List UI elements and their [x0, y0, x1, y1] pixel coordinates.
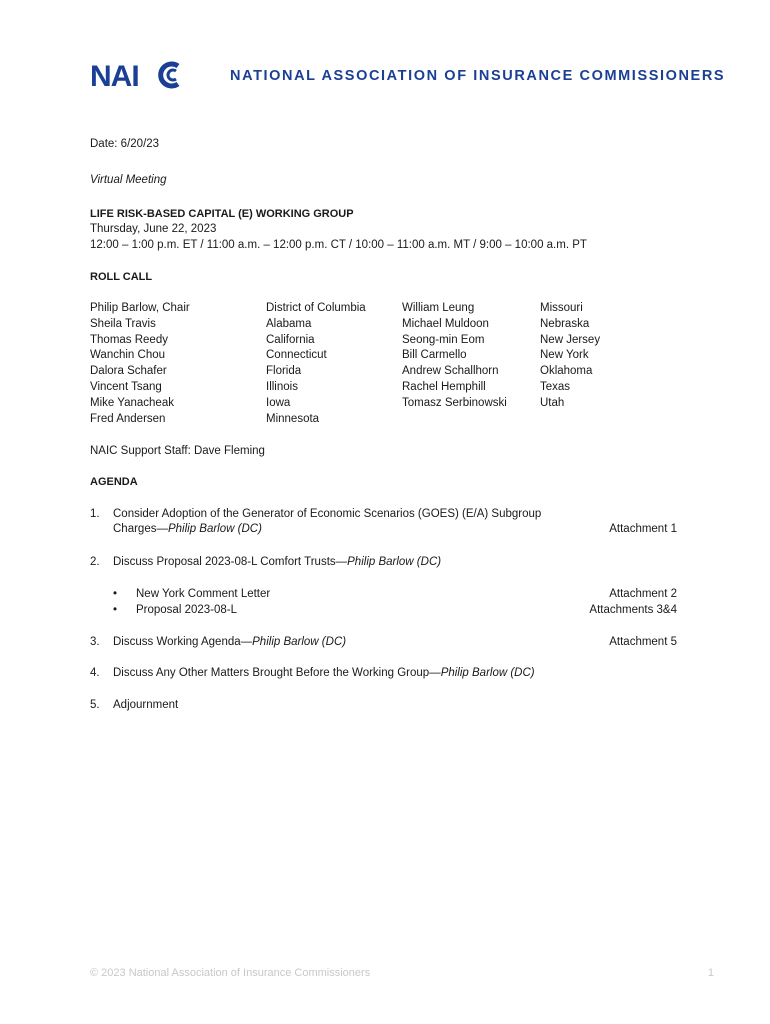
- member-state: Missouri: [540, 302, 583, 314]
- member-name: Michael Muldoon: [402, 317, 489, 330]
- member-name: Fred Andersen: [90, 412, 166, 425]
- roll-call-heading: ROLL CALL: [90, 271, 153, 283]
- agenda-presenter: Philip Barlow (DC): [252, 636, 347, 648]
- roll-call-names-2: [402, 301, 507, 412]
- page-number: 1: [707, 967, 714, 979]
- bullet-icon: •: [113, 588, 118, 600]
- member-state: Nebraska: [540, 317, 590, 330]
- agenda-item-text: Discuss Proposal 2023-08-L Comfort Trusts—: [113, 556, 348, 568]
- agenda-heading: AGENDA: [90, 476, 138, 488]
- member-name: Andrew Schallhorn: [402, 365, 499, 378]
- member-state: Iowa: [266, 396, 291, 409]
- agenda-item-text-cont: [113, 522, 262, 536]
- agenda-presenter: Philip Barlow (DC): [347, 556, 442, 568]
- group-title: LIFE RISK-BASED CAPITAL (E) WORKING GROUP: [90, 208, 354, 220]
- svg-text:NAI: NAI: [90, 60, 139, 90]
- agenda-item-text-row: [113, 635, 346, 649]
- member-name: Sheila Travis: [90, 317, 156, 330]
- agenda-subitem-text: Proposal 2023-08-L: [136, 604, 238, 616]
- roll-call-states-2: [540, 301, 600, 412]
- member-name: Wanchin Chou: [90, 349, 166, 362]
- agenda-attachment: Attachment 5: [609, 636, 677, 648]
- member-state: New York: [540, 349, 589, 362]
- agenda-item-number: 2.: [90, 556, 100, 568]
- agenda-attachment: Attachment 2: [609, 588, 677, 600]
- member-state: California: [266, 333, 315, 346]
- agenda-subitem-text: New York Comment Letter: [136, 588, 271, 600]
- document-date: Date: 6/20/23: [90, 138, 160, 150]
- agenda-item-text: Discuss Working Agenda—: [113, 636, 253, 648]
- naic-logo: [90, 60, 185, 90]
- roll-call-names-1: [90, 301, 190, 427]
- meeting-time: 12:00 – 1:00 p.m. ET / 11:00 a.m. – 12:00 p.m. CT / 10:00 – 11:00 a.m. MT / 9:00 – 10:00 a.m. PT: [90, 239, 587, 251]
- agenda-item-text: Consider Adoption of the Generator of Economic Scenarios (GOES) (E/A) Subgroup: [113, 508, 542, 520]
- member-state: Utah: [540, 396, 565, 409]
- member-name: Vincent Tsang: [90, 380, 162, 393]
- member-state: Alabama: [266, 317, 312, 330]
- agenda-attachment: Attachment 1: [609, 523, 677, 535]
- agenda-item-text-row: [113, 555, 441, 569]
- member-name: Rachel Hemphill: [402, 380, 486, 393]
- member-name: Tomasz Serbinowski: [402, 396, 507, 409]
- member-state: Florida: [266, 365, 302, 378]
- agenda-item-number: 1.: [90, 508, 100, 520]
- agenda-presenter: Philip Barlow (DC): [167, 523, 262, 535]
- agenda-item-text-row: [113, 666, 535, 680]
- agenda-item-text: Adjournment: [113, 699, 179, 711]
- org-name: NATIONAL ASSOCIATION OF INSURANCE COMMISSIONERS: [230, 68, 726, 84]
- member-name: Seong-min Eom: [402, 333, 485, 346]
- footer-copyright: © 2023 National Association of Insurance Commissioners: [90, 967, 371, 979]
- member-state: Illinois: [266, 380, 298, 393]
- agenda-presenter: Philip Barlow (DC): [440, 667, 535, 679]
- agenda-item-text: Discuss Any Other Matters Brought Before the Working Group—: [113, 667, 441, 679]
- agenda-item-number: 5.: [90, 699, 100, 711]
- member-state: New Jersey: [540, 333, 601, 346]
- member-name: Philip Barlow, Chair: [90, 302, 190, 314]
- member-state: Minnesota: [266, 412, 320, 425]
- bullet-icon: •: [113, 604, 118, 616]
- member-name: Mike Yanacheak: [90, 396, 174, 409]
- member-state: District of Columbia: [266, 302, 366, 314]
- agenda-item-text: Charges—: [113, 523, 168, 535]
- agenda-attachment: Attachments 3&4: [589, 604, 677, 616]
- meeting-date: Thursday, June 22, 2023: [90, 223, 217, 235]
- agenda-item-number: 3.: [90, 636, 100, 648]
- agenda-item-number: 4.: [90, 667, 100, 679]
- member-name: William Leung: [402, 302, 475, 314]
- member-state: Texas: [540, 380, 571, 393]
- member-name: Bill Carmello: [402, 349, 467, 362]
- support-staff: NAIC Support Staff: Dave Fleming: [90, 445, 265, 457]
- member-state: Oklahoma: [540, 365, 593, 378]
- member-state: Connecticut: [266, 349, 327, 362]
- meeting-type: Virtual Meeting: [90, 174, 167, 186]
- member-name: Thomas Reedy: [90, 333, 168, 346]
- member-name: Dalora Schafer: [90, 365, 167, 378]
- roll-call-states-1: [266, 301, 366, 427]
